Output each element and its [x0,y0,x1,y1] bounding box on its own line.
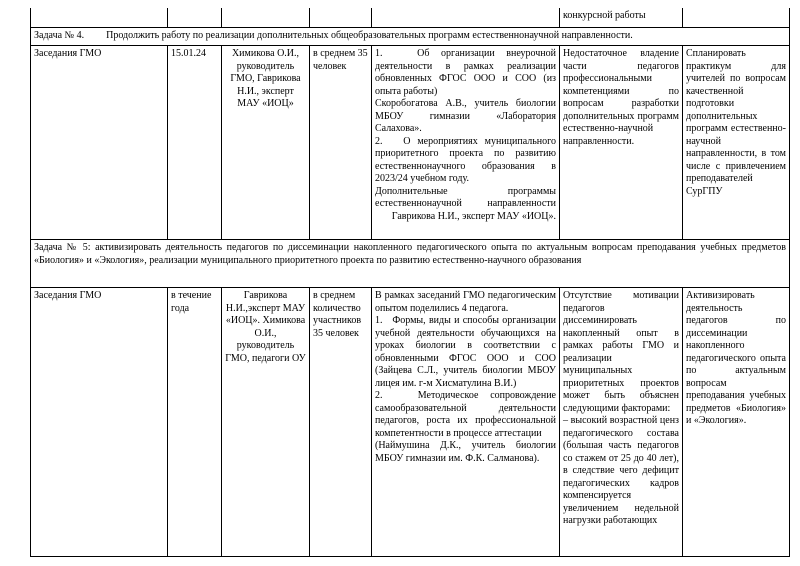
task-5-row [30,240,791,288]
event-name: Заседания ГМО [34,290,102,301]
content-intro: В рамках заседаний ГМО педагогическим опытом поделились 4 педагога. [375,290,556,314]
meeting-2-row [30,288,791,557]
organizers-cell [222,288,310,557]
agenda-item: 2. Методическое сопровождение самообразовательной деятельности педагогов, роста их профессиональной компетентности в процессе аттестации [375,390,556,439]
problems-cell [560,8,683,28]
organizers-cell [222,46,310,240]
event-cell [30,46,168,240]
event-cell [30,288,168,557]
content-cell [372,288,560,557]
participants-cell [310,46,372,240]
task-5-text: Задача № 5: активизировать деятельность педагогов по диссеминации накопленного педагогического опыта по актуальным вопросам преподавания учебных предметов «Биология» и «Экология», реализации муниципального приоритетного проекта по развитию естественно-научного образования [34,242,786,266]
task-5-cell [30,240,790,288]
problems-text: Недостаточное владение части педагогов профессиональными компетенциями по вопросам разработки дополнительных программ естественно-научной направленности. [563,48,679,147]
agenda-item-note: Дополнительные программы естественнонаучной направленности [375,185,556,209]
task-4-cell [30,28,790,46]
carryover-text: конкурсной работы [563,10,646,21]
problems-intro: Отсутствие мотивации педагогов диссеминировать накопленный опыт в рамках работы ГМО и реализации муниципальных приоритетных проектов может быть объяснен следующими факторами: [563,290,679,414]
actions-cell [683,288,790,557]
event-name: Заседания ГМО [34,48,102,59]
meeting-date: в течение года [171,290,212,314]
organizers-cell [222,8,310,28]
actions-text: Спланировать практикум для учителей по вопросам качественной подготовки дополнительных программ естественно-научной направленности, в том числе с привлечением преподавателей СурГПУ [686,48,786,197]
meeting-1-row [30,46,791,240]
organizers-text: Гаврикова Н.И.,эксперт МАУ «ИОЦ». Химикова О.И., руководитель ГМО, педагоги ОУ [225,290,306,364]
problems-cell [560,288,683,557]
date-cell [168,288,222,557]
task-4-row [30,28,791,46]
date-cell [168,46,222,240]
task-4-text: Продолжить работу по реализации дополнительных общеобразовательных программ естественнонаучной направленности. [106,30,633,41]
participants-text: в среднем количество участников 35 человек [313,290,362,339]
actions-cell [683,8,790,28]
agenda-item: 2. О мероприятиях муниципального приоритетного проекта по развитию естественнонаучного образования в 2023/24 учебном году. [375,135,556,184]
carryover-row [30,8,791,28]
participants-text: в среднем 35 человек [313,48,368,72]
meeting-date: 15.01.24 [171,48,206,59]
agenda-speaker: Скоробогатова А.В., учитель биологии МБОУ гимназии «Лаборатория Салахова». [375,98,556,134]
task-4-label: Задача № 4. [34,30,85,41]
content-cell [372,46,560,240]
date-cell [168,8,222,28]
content-cell [372,8,560,28]
participants-cell [310,288,372,557]
organizers-text: Химикова О.И., руководитель ГМО, Гаврикова Н.И., эксперт МАУ «ИОЦ» [230,48,301,109]
actions-cell [683,46,790,240]
problems-cell [560,46,683,240]
actions-text: Активизировать деятельность педагогов по диссеминации накопленного педагогического опыта по актуальным вопросам преподавания учебных предметов «Биология» и «Экология». [686,290,786,426]
agenda-item: 1. Формы, виды и способы организации учебной деятельности обучающихся на уроках биологии в соответствии с обновленными ФГОС ООО и СОО (Зайцева С.Л., учитель биологии МБОУ лицея им. г-м Хисматулина В.И.) [375,315,556,389]
gmo-work-report-table [30,8,791,557]
agenda-speaker: Гаврикова Н.И., эксперт МАУ «ИОЦ». [391,210,556,222]
participants-cell [310,8,372,28]
agenda-speaker: (Наймушина Д.К., учитель биологии МБОУ гимназии им. Ф.К. Салманова). [375,440,556,464]
event-cell [30,8,168,28]
agenda-item: 1. Об организации внеурочной деятельности в рамках реализации обновленных ФГОС ООО и СОО (из опыта работы) [375,48,556,97]
problems-factor: – высокий возрастной ценз педагогического состава (большая часть педагогов со стажем от 25 до 40 лет), в следствие чего дефицит педагогических кадров компенсируется увеличением недельной нагрузки работающих [563,415,679,526]
